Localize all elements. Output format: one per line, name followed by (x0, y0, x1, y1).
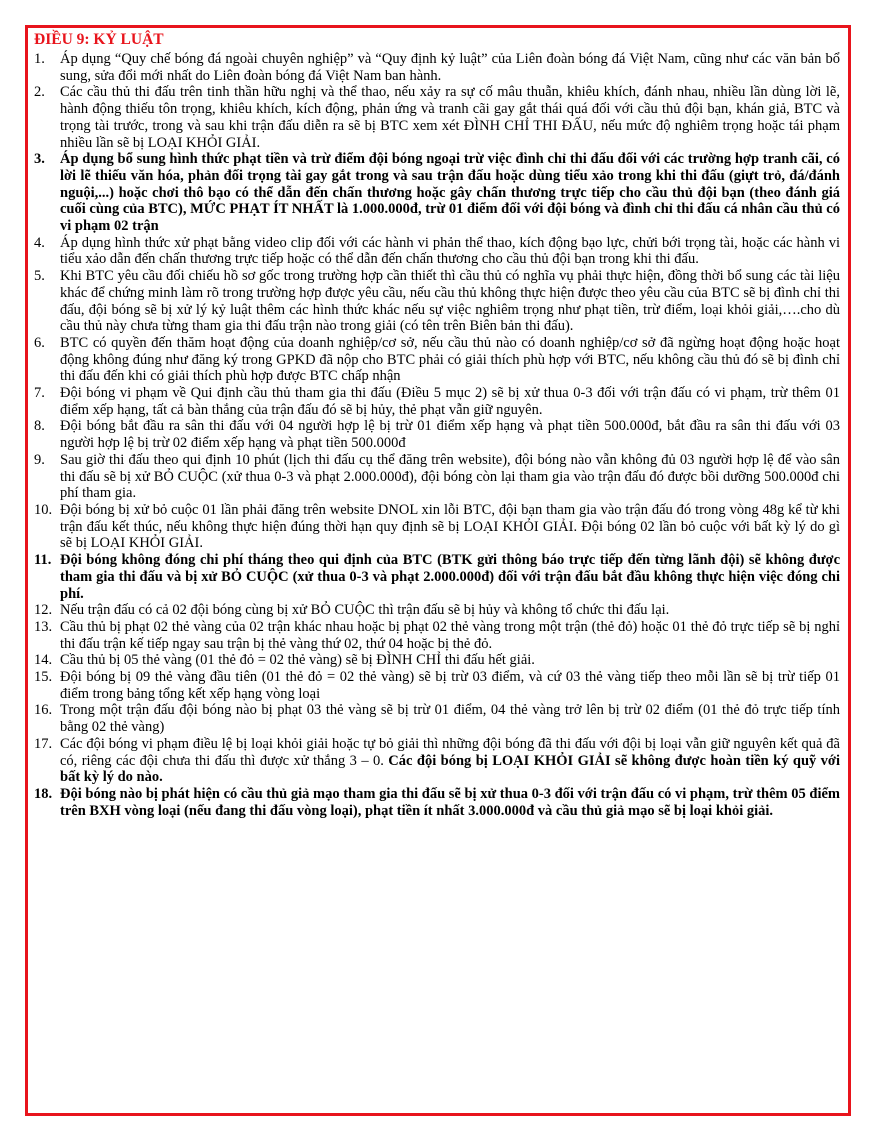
rule-text (60, 151, 840, 235)
rule-number: 8. (34, 418, 45, 435)
rule-text-main: Trong một trận đấu đội bóng nào bị phạt 03 thẻ vàng sẽ bị trừ 01 điểm, 04 thẻ vàng trở lên bị trừ 02 điểm (01 thẻ đỏ trực tiếp tính bằng 02 thẻ vàng) (60, 702, 840, 736)
rule-item (34, 786, 840, 819)
rule-number: 3. (34, 151, 45, 168)
rules-list (34, 51, 840, 819)
rule-text-main: Các đội bóng vi phạm điều lệ bị loại khỏi giải hoặc tự bỏ giải thì những đội bóng đã thi đấu với đội bị loại vẫn giữ nguyên kết quả đã có, riêng các đội chưa thi đấu thì được xử thắng 3 – 0. (60, 735, 840, 769)
rule-number: 13. (34, 618, 53, 635)
rule-text (60, 502, 840, 552)
rule-text-main: Cầu thủ bị phạt 02 thẻ vàng của 02 trận khác nhau hoặc bị phạt 02 thẻ vàng trong một trận (thẻ đỏ) hoặc 01 thẻ đỏ trực tiếp sẽ bị nghỉ thi đấu trận kế tiếp ngay sau trận bị thẻ vàng thứ 02, thứ 04 hoặc bị thẻ đỏ. (60, 618, 840, 652)
rule-item (34, 268, 840, 335)
rule-text-main: Đội bóng nào bị phát hiện có cầu thủ giả mạo tham gia thi đấu sẽ bị xử thua 0-3 đối với trận đấu có vi phạm, trừ thêm 05 điểm trên BXH vòng loại (nếu đang thi đấu vòng loại), phạt tiền ít nhất 3.000.000đ và cầu thủ giả mạo sẽ bị loại khỏi giải. (60, 785, 840, 819)
rule-item (34, 235, 840, 268)
rule-text (60, 736, 840, 786)
rule-item (34, 452, 840, 502)
rule-text-main: Nếu trận đấu có cả 02 đội bóng cùng bị xử BỎ CUỘC thì trận đấu sẽ bị hủy và không tổ chức thi đấu lại. (60, 602, 670, 619)
rule-text-main: Khi BTC yêu cầu đối chiếu hồ sơ gốc trong trường hợp cần thiết thì cầu thủ có nghĩa vụ phải thực hiện, đồng thời bổ sung các tài liệu khác để chứng minh làm rõ trong trường hợp được yêu cầu, nếu cầu thủ không thực hiện được theo yêu cầu của BTC sẽ bị đình chỉ thi đấu, đội bóng sẽ bị xử lý kỷ luật thêm các hình thức khác nếu sự việc nghiêm trọng như phạt tiền, trừ điểm, loại khỏi giải,….cho dù cầu thủ này chưa từng tham gia thi đấu trận nào trong giải (có tên trên Biên bản thi đấu). (60, 268, 840, 335)
rule-item (34, 151, 840, 235)
rule-text (60, 418, 840, 451)
rule-text (60, 51, 840, 84)
rule-text-main: Đội bóng bắt đầu ra sân thi đấu với 04 người hợp lệ bị trừ 01 điểm xếp hạng và phạt tiền 500.000đ, bắt đầu ra sân thi đấu với 03 người hợp lệ bị trừ 02 điểm xếp hạng và phạt tiền 500.000đ (60, 418, 840, 452)
rule-text-emphasis: Các đội bóng bị LOẠI KHỎI GIẢI sẽ không được hoàn tiền ký quỹ với bất kỳ lý do nào. (60, 752, 840, 786)
rule-text-main: Đội bóng bị xử bỏ cuộc 01 lần phải đăng trên website DNOL xin lỗi BTC, đội bạn tham gia vào trận đấu đó trong vòng 48g kể từ khi trận đấu kết thúc, nếu không thực hiện đúng thời hạn quy định sẽ bị LOẠI KHỎI GIẢI. Đội bóng 02 lần bỏ cuộc với bất kỳ lý do gì sẽ bị LOẠI KHỎI GIẢI. (60, 501, 840, 552)
rule-item (34, 736, 840, 786)
rule-text-main: BTC có quyền đến thăm hoạt động của doanh nghiệp/cơ sở, nếu cầu thủ nào có doanh nghiệp/cơ sở đã ngừng hoạt động hoặc hoạt động không đúng như đăng ký trong GPKD đã nộp cho BTC phải có giải thích phù hợp với BTC, nếu không cầu thủ đó sẽ bị đình chỉ thi đấu đến khi có giải thích phù hợp được BTC chấp nhận (60, 334, 840, 385)
rule-number: 6. (34, 334, 45, 351)
document-body (34, 30, 840, 819)
rule-number: 12. (34, 602, 53, 619)
rule-item (34, 84, 840, 151)
rule-text-main: Sau giờ thi đấu theo qui định 10 phút (lịch thi đấu cụ thể đăng trên website), đội bóng nào vẫn không đủ 03 người hợp lệ để vào sân thi đấu sẽ bị xử BỎ CUỘC (xử thua 0-3 và phạt 2.000.000đ), đội bóng còn lại tham gia vào trận đấu đó được bồi dưỡng 500.000đ chi phí tham gia. (60, 451, 840, 502)
rule-number: 4. (34, 234, 45, 251)
rule-number: 14. (34, 652, 53, 669)
rule-text (60, 268, 840, 335)
rule-text (60, 602, 840, 619)
rule-number: 10. (34, 501, 53, 518)
rule-number: 11. (34, 552, 52, 569)
section-title: ĐIỀU 9: KỶ LUẬT (34, 31, 164, 48)
rule-item (34, 619, 840, 652)
rule-number: 16. (34, 702, 53, 719)
rule-text (60, 619, 840, 652)
rule-text (60, 235, 840, 268)
rule-text-main: Đội bóng vi phạm về Qui định cầu thủ tham gia thi đấu (Điều 5 mục 2) sẽ bị xử thua 0-3 đối với trận đấu có vi phạm, trừ thêm 01 điểm xếp hạng, tất cả bàn thắng của trận đấu đó sẽ bị hủy, thẻ phạt vẫn giữ nguyên. (60, 385, 840, 418)
rule-text-main: Áp dụng “Quy chế bóng đá ngoài chuyên nghiệp” và “Quy định kỷ luật” của Liên đoàn bóng đá Việt Nam, cũng như các văn bản bổ sung, sửa đổi mới nhất do Liên đoàn bóng đá Việt Nam ban hành. (60, 51, 840, 84)
rule-item (34, 418, 840, 451)
rule-item (34, 702, 840, 735)
rule-text (60, 385, 840, 418)
rule-number: 1. (34, 51, 45, 67)
rule-item (34, 552, 840, 602)
rule-item (34, 51, 840, 84)
rule-text (60, 786, 840, 819)
rule-number: 7. (34, 385, 45, 402)
rule-item (34, 385, 840, 418)
rule-text (60, 669, 840, 702)
rule-text-main: Đội bóng bị 09 thẻ vàng đầu tiên (01 thẻ đỏ = 02 thẻ vàng) sẽ bị trừ 03 điểm, và cứ 03 thẻ vàng tiếp theo mỗi lần sẽ bị trừ tiếp 01 điểm trong bảng tổng kết xếp hạng vòng loại (60, 669, 840, 702)
rule-text-main: Áp dụng hình thức xử phạt bằng video clip đối với các hành vi phản thể thao, kích động bạo lực, chửi bới trọng tài, hoặc các hành vi tiểu xảo dẫn đến chấn thương trực tiếp hoặc có thể dẫn đến chấn thương cho cầu thủ đội bạn trong khi thi đấu. (60, 234, 840, 268)
rule-text-main: Các cầu thủ thi đấu trên tinh thần hữu nghị và thể thao, nếu xảy ra sự cố mâu thuẫn, khiêu khích, đánh nhau, nhiều lần dùng lời lẽ, hành động thiếu tôn trọng, khiêu khích, kích động, phản ứng và tranh cãi gay gắt thái quá đối với cầu thủ đội bạn, khán giả, BTC và trọng tài trước, trong và sau khi trận đấu diễn ra sẽ bị BTC xem xét ĐÌNH CHỈ THI ĐẤU, nếu mức độ nghiêm trọng hoặc tái phạm nhiều lần sẽ bị LOẠI KHỎI GIẢI. (60, 84, 840, 151)
rule-item (34, 652, 840, 669)
rule-text (60, 84, 840, 151)
rule-item (34, 669, 840, 702)
rule-number: 15. (34, 669, 53, 686)
rule-number: 18. (34, 785, 53, 802)
rule-item (34, 602, 840, 619)
rule-text-main: Đội bóng không đóng chi phí tháng theo qui định của BTC (BTK gửi thông báo trực tiếp đến từng lãnh đội) sẽ không được tham gia thi đấu và bị xử BỎ CUỘC (xử thua 0-3 và phạt 2.000.000đ) đối với trận đấu bắt đầu không thực hiện việc đóng chi phí. (60, 552, 840, 602)
rule-number: 5. (34, 268, 45, 285)
rule-item (34, 502, 840, 552)
rule-text (60, 452, 840, 502)
rule-text-main: Áp dụng bổ sung hình thức phạt tiền và trừ điểm đội bóng ngoại trừ việc đình chỉ thi đấu đối với các trường hợp tranh cãi, có lời lẽ thiếu văn hóa, phản đối trọng tài gay gắt trong và sau trận đấu hoặc dùng tiểu xảo trong khi thi đấu (giựt trỏ, đá/đánh nguội,...) hoặc chơi thô bạo có thể dẫn đến chấn thương hoặc gây chấn thương trực tiếp cho cầu thủ đội bạn (theo đánh giá cuối cùng của BTC), MỨC PHẠT ÍT NHẤT là 1.000.000đ, trừ 01 điểm đối với đội bóng và đình chỉ thi đấu cá nhân cầu thủ có vi phạm 02 trận (60, 151, 840, 235)
rule-text (60, 552, 840, 602)
rule-text-main: Cầu thủ bị 05 thẻ vàng (01 thẻ đỏ = 02 thẻ vàng) sẽ bị ĐÌNH CHỈ thi đấu hết giải. (60, 652, 535, 669)
rule-number: 9. (34, 451, 45, 468)
rule-text (60, 702, 840, 735)
rule-number: 17. (34, 735, 53, 752)
rule-number: 2. (34, 84, 45, 101)
rule-text (60, 335, 840, 385)
rule-text (60, 652, 840, 669)
rule-item (34, 335, 840, 385)
